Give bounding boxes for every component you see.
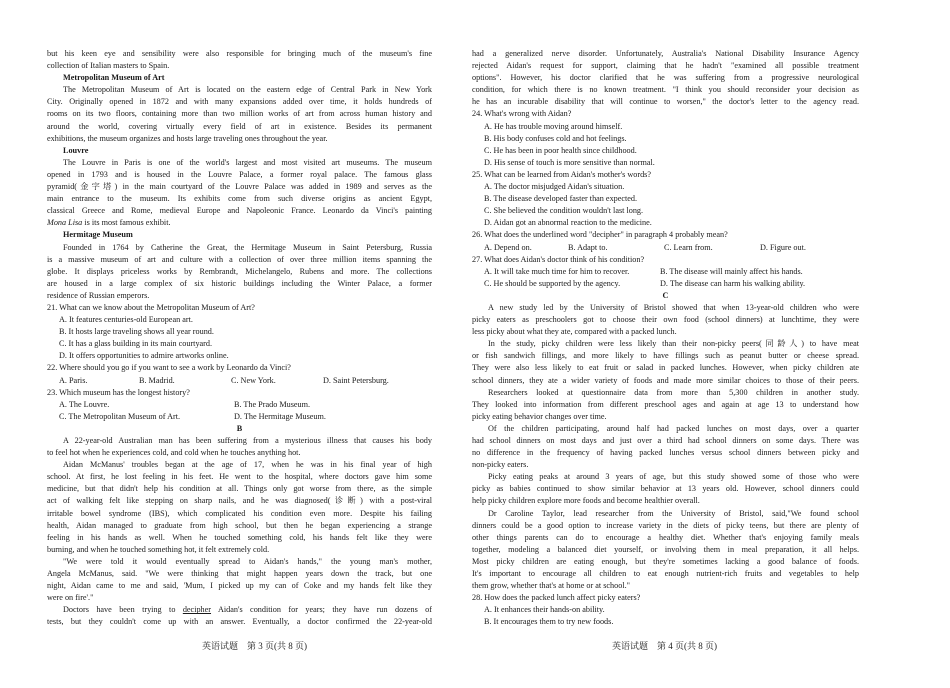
text-line: Researchers looked at questionnaire data from more than 5,300 children in another study. (488, 387, 859, 397)
text-line: Dr Caroline Taylor, lead researcher from the University of Bristol, said,"We found school (488, 508, 859, 518)
text-line: They were also less likely to eat fruit or salad in packed lunches. However, when picky children ate (472, 363, 859, 373)
text-line: options". However, his doctor clarified that he was suffering from a progressive neurological (472, 73, 859, 83)
question: 24. What's wrong with Aidan? (472, 109, 572, 119)
answer-option: D. His sense of touch is more sensitive than normal. (484, 157, 655, 167)
question: 23. Which museum has the longest history? (47, 387, 190, 397)
answer-option: D. Aidan got an abnormal reaction to the medicine. (484, 218, 652, 228)
text-line: to feel hot when he experiences cold, and cold when he touches anything hot. (47, 448, 301, 458)
text-line: collection of Italian masters to Spain. (47, 61, 170, 71)
text-line: were on fire'." (47, 593, 94, 603)
text-line: residence of Russian emperors. (47, 290, 150, 300)
text-line: had school dinners on most days and just over a third had school dinners on some days. There was (472, 436, 859, 445)
text-line: are housed in a large complex of six historic buildings including the Winter Palace, a former (47, 278, 432, 288)
text-line: dinners could be a good option to increase variety in the diets of picky teens, but there are plenty of (472, 520, 859, 530)
answer-option: C. He has been in poor health since childhood. (484, 145, 637, 155)
text-line: The Louvre in Paris is one of the world's largest and most visited art museums. The museum (63, 157, 432, 167)
answer-options-row (472, 278, 859, 290)
section-heading: Hermitage Museum (63, 230, 133, 240)
question: 26. What does the underlined word "decipher" in paragraph 4 probably mean? (472, 230, 728, 240)
answer-options-row (47, 375, 432, 387)
right-page (472, 48, 859, 629)
text-line: or fish sandwich fillings, and more likely to have fillings such as peanut butter or cheese spread. (472, 351, 859, 361)
text-line: opened in 1793 and is housed in the Louvre Palace, a former royal palace. The famous glass (47, 169, 432, 179)
answer-option: C. He should be supported by the agency. (484, 278, 621, 288)
text-line: Mona Lisa is its most famous exhibit. (47, 218, 171, 228)
answer-option: A. The Louvre. (59, 399, 110, 409)
text-line: no difference in the frequency of having packed lunches versus school dinners between picky and (472, 448, 859, 458)
answer-option: B. His body confuses cold and hot feelings. (484, 133, 627, 143)
text-line: picky eaters as preschoolers got to choose their own food (school dinners) at lunchtime, they were (472, 315, 859, 325)
section-heading: C (662, 290, 669, 300)
answer-option: B. Adapt to. (568, 242, 608, 252)
text-line: classical Greece and Rome, medieval Europe and Napoleonic France. Leonardo da Vinci's painting (47, 206, 432, 216)
text-line: act of walking felt like stepping on sharp nails, and he was diagnosed(诊断) with a post-viral (47, 496, 432, 506)
text-line: less picky about what they ate, compared with a packed lunch. (472, 327, 677, 337)
question: 25. What can be learned from Aidan's mother's words? (472, 169, 652, 179)
text-line: he has an incurable disability that will continue to worsen," the doctor's letter to the agency read. (472, 97, 859, 107)
text-line: school dinners, they ate a wider variety of foods and made more similar choices to those of their peers. (472, 375, 859, 385)
answer-option: C. She believed the condition wouldn't last long. (484, 206, 644, 216)
text-line: picky eating behavior changes over time. (472, 411, 607, 421)
text-line: rejected Aidan's request for support, claiming that he hadn't "examined all possible treatment (472, 61, 859, 71)
section-heading: Louvre (63, 145, 89, 155)
answer-option: A. Paris. (59, 375, 88, 385)
answer-option: B. The Prado Museum. (234, 399, 311, 409)
text-line: It's important to encourage all children to eat enough nutrient-rich fruits and vegetables to help (472, 569, 859, 579)
text-line: exhibitions, the museum organizes and hosts large traveling ones throughout the year. (47, 133, 328, 143)
answer-option: A. It enhances their hands-on ability. (484, 605, 605, 615)
answer-option: C. It has a glass building in its main courtyard. (59, 339, 213, 349)
text-line: other things parents can do to encourage a healthy diet. Whether that's enjoying family meals (472, 532, 859, 542)
text-line: "We were told it would eventually spread to Aidan's hands," the young man's mother, (63, 556, 432, 566)
text-line: burning, and when he touched something hot, it felt extremely cold. (47, 544, 270, 554)
answer-option: B. Madrid. (139, 375, 175, 385)
text-line: Most picky children are eating enough, but they're sometimes lacking a good balance of foods. (472, 556, 859, 566)
text-line: them grow, whether that's at home or at school." (472, 581, 630, 591)
answer-option: B. It hosts large traveling shows all year round. (59, 327, 214, 337)
text-line: had a generalized nerve disorder. Unfortunately, Australia's National Disability Insurance Agency (472, 49, 859, 58)
left-page-footer: 英语试题 第 3 页(共 8 页) (202, 641, 307, 651)
text-line: The Metropolitan Museum of Art is located on the eastern edge of Central Park in New York (63, 85, 432, 95)
text-line: together, modeling a balanced diet yourself, or involving them in meal preparation, it all helps. (472, 544, 859, 554)
answer-option: B. The disease developed faster than expected. (484, 194, 638, 204)
answer-option: C. New York. (231, 375, 276, 385)
answer-option: B. The disease will mainly affect his hands. (660, 266, 803, 276)
text-line: around the world, covering virtually every field of art in existence. Besides its permanent (47, 121, 432, 131)
text-line: help picky children explore more foods and become healthier overall. (472, 496, 700, 506)
text-line: health, Aidan managed to graduate from high school, but then he began experiencing a strange (47, 520, 432, 530)
answer-option: B. It encourages them to try new foods. (484, 617, 614, 627)
text-line: City. Originally opened in 1872 and with many expansions added over time, it holds hundreds of (47, 97, 432, 107)
text-line: Aidan McManus' troubles began at the age of 17, when he was in his final year of high (63, 460, 432, 470)
text-line: rooms on its two floors, containing more than two million works of art from across human history and (47, 109, 432, 119)
question: 21. What can we know about the Metropolitan Museum of Art? (47, 302, 255, 312)
text-line: A new study led by the University of Bristol showed that when 13-year-old children who were (488, 302, 859, 312)
answer-option: A. He has trouble moving around himself. (484, 121, 623, 131)
answer-options-row (47, 411, 432, 423)
question: 22. Where should you go if you want to see a work by Leonardo da Vinci? (47, 363, 291, 373)
text-line: night, Aidan came to me and said, 'Mum, I picked up my can of Coke and my hands felt like they (47, 581, 432, 591)
question: 27. What does Aidan's doctor think of his condition? (472, 254, 645, 264)
text-line: Picky eating peaks at around 3 years of age, but this study showed some of those who were (488, 472, 859, 482)
text-line: condition, for which there is no known treatment. "I think you should reconsider your decision as (472, 85, 859, 95)
answer-option: A. Depend on. (484, 242, 532, 252)
text-line: In the study, picky children were less likely than their non-picky peers(同龄人) to have meat (488, 339, 859, 349)
right-page-footer: 英语试题 第 4 页(共 8 页) (612, 641, 717, 651)
left-page (47, 48, 432, 629)
text-line: globe. It displays priceless works by Rembrandt, Michelangelo, Rubens and more. The collections (47, 266, 432, 276)
text-line: picky as babies continued to show similar behavior at 13 years old. However, school dinners could (472, 484, 859, 494)
answer-option: C. Learn from. (664, 242, 713, 252)
text-line: Founded in 1764 by Catherine the Great, the Hermitage Museum in Saint Petersburg, Russia (63, 242, 432, 252)
answer-option: D. Figure out. (760, 242, 806, 252)
answer-option: D. Saint Petersburg. (323, 375, 389, 385)
answer-option: A. It features centuries-old European art. (59, 315, 193, 325)
text-line: but his keen eye and sensibility were also responsible for bringing much of the museum's fine (47, 49, 432, 58)
section-heading: Metropolitan Museum of Art (63, 73, 165, 83)
text-line: Angela McManus, said. "We were thinking that might happen years down the track, but one (47, 569, 432, 579)
answer-option: A. The doctor misjudged Aidan's situation. (484, 182, 625, 192)
answer-option: D. The Hermitage Museum. (234, 411, 326, 421)
text-line: is a massive museum of art and culture with a collection of over three million items spanning the (47, 254, 432, 264)
text-line: They looked into information from different preschool ages and again at age 13 to understand how (472, 399, 859, 409)
text-line: non-picky eaters. (472, 460, 529, 470)
text-line: feeling in his hands as well. When he touched something cold, his hands felt like they were (47, 532, 432, 542)
text-line: Doctors have been trying to decipher Aidan's condition for years; they have run dozens of (63, 605, 432, 615)
section-heading: B (236, 423, 243, 433)
text-line: main entrance to the museum. Its exhibits come from such diverse origins as ancient Egypt, (47, 194, 432, 204)
answer-option: A. It will take much time for him to recover. (484, 266, 630, 276)
answer-options-row (472, 266, 859, 278)
text-line: Of the children participating, around half had packed lunches on most days, over a quarter (488, 423, 859, 433)
text-line: medicine, but that didn't help his condition at all. Things only got worse from there, as the simple (47, 484, 432, 494)
text-line: school. At first, he lost feeling in his feet. He went to the hospital, where doctors gave him some (47, 472, 432, 482)
answer-option: D. The disease can harm his walking ability. (660, 278, 806, 288)
question: 28. How does the packed lunch affect picky eaters? (472, 593, 641, 603)
answer-option: D. It offers opportunities to admire artworks online. (59, 351, 229, 361)
answer-options-row (472, 242, 859, 254)
text-line: tests, but they couldn't come up with an answer. Eventually, a doctor confirmed the 22-year-old (47, 617, 432, 627)
text-line: A 22-year-old Australian man has been suffering from a mysterious illness that causes his body (63, 436, 432, 445)
answer-option: C. The Metropolitan Museum of Art. (59, 411, 181, 421)
text-line: irritable bowel syndrome (IBS), which complicated his condition even more. Despite his failing (47, 508, 432, 518)
text-line: pyramid(金字塔) in the main courtyard of the Louvre Palace was added in 1989 and serves as the (47, 182, 432, 192)
answer-options-row (47, 399, 432, 411)
